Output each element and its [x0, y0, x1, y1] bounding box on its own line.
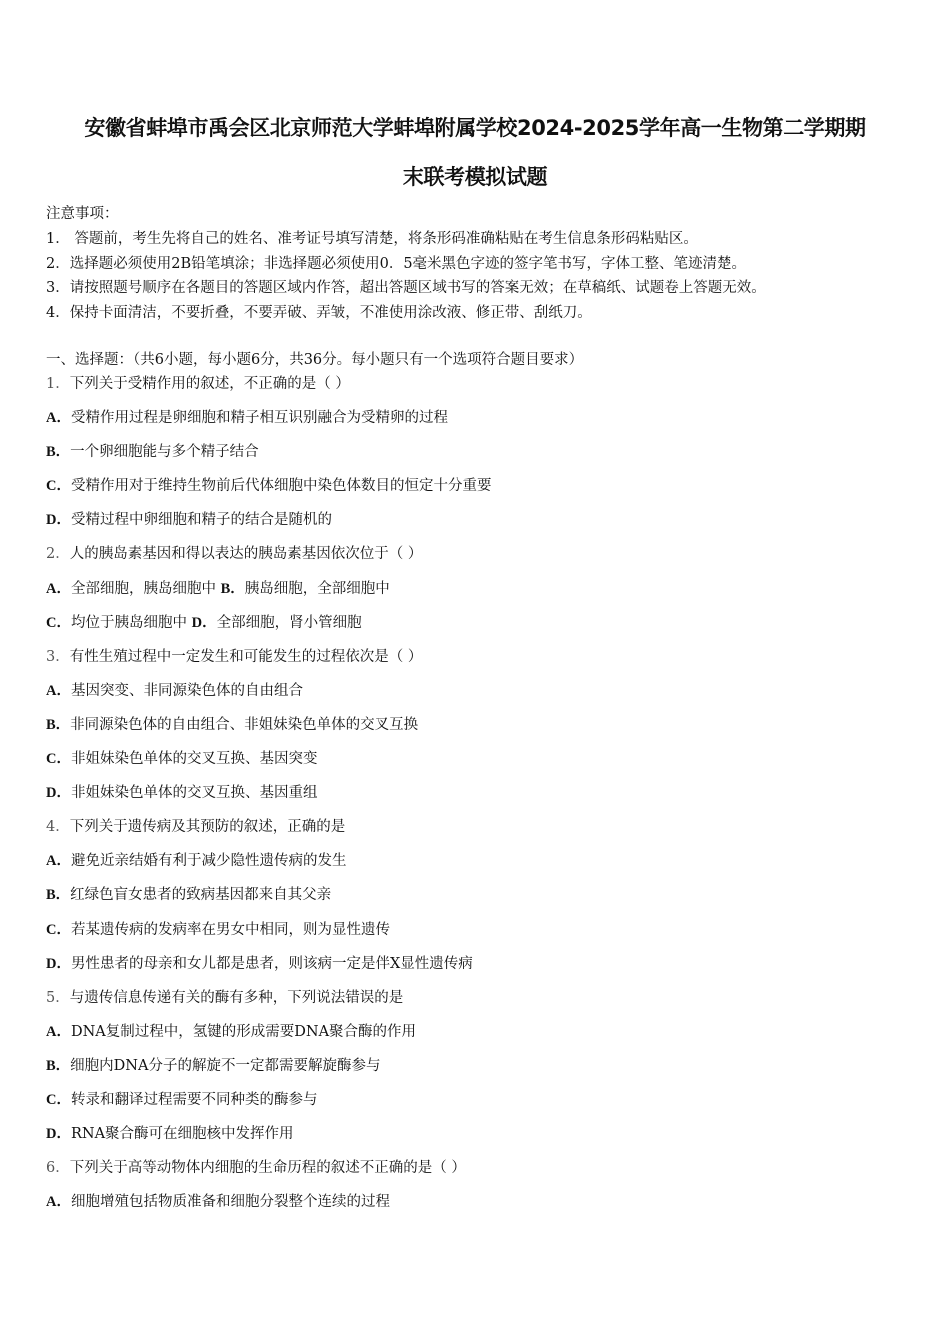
notes-heading: 注意事项： — [46, 206, 119, 222]
option-text: 受精过程中卵细胞和精子的结合是随机的 — [70, 512, 332, 529]
option-letter: A． — [46, 853, 71, 870]
page-title-line-2: 末联考模拟试题 — [402, 165, 548, 189]
notes-item: 2．选择题必须使用2B铅笔填涂；非选择题必须使用0．5毫米黑色字迹的签字笔书写，字体工整、笔迹清楚。 — [46, 255, 747, 272]
question-number: 1． — [46, 376, 70, 392]
notes-block — [46, 202, 766, 326]
question-stem — [46, 542, 491, 576]
option-text: 红绿色盲女患者的致病基因都来自其父亲 — [70, 887, 332, 904]
option-line — [46, 508, 491, 542]
question-number: 6． — [46, 1160, 70, 1177]
option-line — [46, 440, 491, 474]
option-letter: B． — [46, 444, 71, 461]
option-text: 非姐妹染色单体的交叉互换、基因重组 — [70, 785, 318, 802]
option-letter: A． — [46, 682, 71, 699]
notes-item: 3．请按照题号顺序在各题目的答题区域内作答，超出答题区域书写的答案无效；在草稿纸、试题卷上答题无效。 — [46, 280, 766, 297]
option-text: 基因突变、非同源染色体的自由组合 — [70, 682, 303, 699]
option-letter: A． — [46, 410, 71, 427]
option-letter: C． — [46, 921, 71, 938]
option-text: 男性患者的母亲和女儿都是患者，则该病一定是伴X显性遗传病 — [70, 955, 473, 972]
question-number: 2． — [46, 546, 70, 563]
option-letter: C． — [46, 478, 71, 495]
question-stem — [46, 1156, 491, 1190]
question-number: 4． — [46, 819, 70, 836]
option-letter: C． — [46, 1091, 71, 1108]
option-letter: C． — [46, 751, 71, 768]
notes-item: 4．保持卡面清洁，不要折叠，不要弄破、弄皱，不准使用涂改液、修正带、刮纸刀。 — [46, 305, 592, 322]
question-text: 下列关于高等动物体内细胞的生命历程的叙述不正确的是（ ） — [69, 1160, 466, 1177]
option-line — [46, 952, 491, 986]
option-line — [46, 918, 491, 952]
option-text: 一个卵细胞能与多个精子结合 — [70, 444, 259, 461]
page-title-line-1: 安徽省蚌埠市禹会区北京师范大学蚌埠附属学校2024-2025学年高一生物第二学期期 — [84, 116, 866, 140]
option-line — [46, 781, 491, 815]
option-text: 避免近亲结婚有利于减少隐性遗传病的发生 — [70, 853, 347, 870]
option-line — [46, 713, 491, 747]
option-letter: D． — [46, 955, 71, 972]
option-text: 均位于胰岛细胞中 — [70, 614, 187, 631]
option-text: 若某遗传病的发病率在男女中相同，则为显性遗传 — [70, 921, 390, 938]
option-letter: B． — [46, 1057, 71, 1074]
option-letter: D． — [46, 1126, 71, 1143]
option-line — [46, 679, 491, 713]
option-text: 全部细胞，胰岛细胞中 — [70, 580, 216, 597]
option-letter: C． — [46, 614, 71, 631]
option-letter: A． — [46, 1194, 71, 1211]
option-letter: A． — [46, 1023, 71, 1040]
question-stem — [46, 986, 491, 1020]
question-stem — [46, 645, 491, 679]
option-line — [46, 849, 491, 883]
option-line — [46, 577, 491, 611]
option-letter: B． — [46, 716, 71, 733]
question-text: 人的胰岛素基因和得以表达的胰岛素基因依次位于（ ） — [69, 546, 423, 563]
option-text: DNA复制过程中，氢键的形成需要DNA聚合酶的作用 — [70, 1023, 417, 1040]
option-letter: D． — [46, 512, 71, 529]
option-line — [46, 747, 491, 781]
option-letter: B． — [46, 887, 71, 904]
option-line — [46, 1088, 491, 1122]
option-letter: B． — [220, 580, 245, 597]
question-text: 有性生殖过程中一定发生和可能发生的过程依次是（ ） — [69, 648, 423, 665]
option-text: 全部细胞，肾小管细胞 — [216, 614, 362, 631]
option-line — [46, 1020, 491, 1054]
option-letter: D． — [46, 785, 71, 802]
option-text: 细胞增殖包括物质准备和细胞分裂整个连续的过程 — [70, 1194, 390, 1211]
option-text: 非同源染色体的自由组合、非姐妹染色单体的交叉互换 — [70, 716, 419, 733]
option-text: 胰岛细胞，全部细胞中 — [244, 580, 390, 597]
section-heading: 一、选择题：（共6小题，每小题6分，共36分。每小题只有一个选项符合题目要求） — [46, 352, 584, 368]
option-text: 受精作用过程是卵细胞和精子相互识别融合为受精卵的过程 — [70, 410, 448, 427]
question-text: 与遗传信息传递有关的酶有多种，下列说法错误的是 — [69, 989, 404, 1006]
question-text: 下列关于遗传病及其预防的叙述，正确的是 — [69, 819, 346, 836]
question-stem — [46, 372, 491, 406]
option-line — [46, 1122, 491, 1156]
option-text: 细胞内DNA分子的解旋不一定都需要解旋酶参与 — [70, 1057, 381, 1074]
notes-item: 1． 答题前，考生先将自己的姓名、准考证号填写清楚，将条形码准确粘贴在考生信息条形码粘贴区。 — [46, 230, 698, 247]
question-number: 5． — [46, 989, 70, 1006]
option-line — [46, 474, 491, 508]
option-line — [46, 1054, 491, 1088]
option-text: 非姐妹染色单体的交叉互换、基因突变 — [70, 751, 318, 768]
option-text: 受精作用对于维持生物前后代体细胞中染色体数目的恒定十分重要 — [70, 478, 492, 495]
option-line — [46, 406, 491, 440]
questions-list — [46, 372, 491, 1224]
question-text: 下列关于受精作用的叙述，不正确的是（ ） — [69, 376, 350, 392]
option-line — [46, 611, 491, 645]
option-line — [46, 883, 491, 917]
question-stem — [46, 815, 491, 849]
question-number: 3． — [46, 648, 70, 665]
option-letter: A． — [46, 580, 71, 597]
option-text: RNA聚合酶可在细胞核中发挥作用 — [70, 1126, 294, 1143]
option-line — [46, 1190, 491, 1224]
option-letter: D． — [191, 614, 217, 631]
option-text: 转录和翻译过程需要不同种类的酶参与 — [70, 1091, 318, 1108]
